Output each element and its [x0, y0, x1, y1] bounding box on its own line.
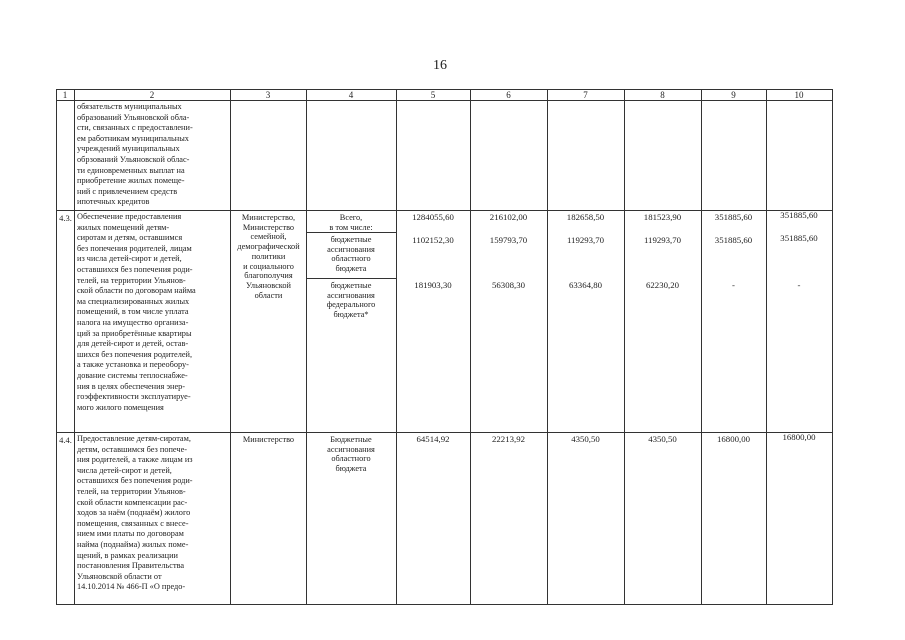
col-line [547, 89, 548, 605]
column-header: 1 [62, 90, 68, 100]
row-number: 4.3. [59, 213, 72, 223]
value-cell: 64514,92 [416, 434, 450, 444]
col-line [624, 89, 625, 605]
value-cell: 1102152,30 [412, 235, 454, 245]
column-header: 4 [348, 90, 354, 100]
executor-cell: Министерство [242, 435, 295, 444]
value-cell: 181523,90 [643, 212, 682, 222]
col-line [306, 89, 307, 605]
value-cell: 182658,50 [566, 212, 605, 222]
col-line [832, 89, 833, 605]
continuation-text: обязательств муниципальных образований Ульяновской обла- сти, связанных с предоставлени- ем работникам муниципальных учреждений муниципальных обрзований Ульяновской облас- ти единовременных выплат на приобретение жилых помеще- ний с привлечением средств ипотечных кредитов [77, 102, 193, 207]
col-line [230, 89, 231, 605]
value-cell: 351885,60 [714, 235, 753, 245]
value-cell: 119293,70 [643, 235, 682, 245]
program-table [56, 89, 833, 605]
value-cell: - [732, 280, 735, 290]
column-header: 8 [660, 90, 665, 100]
funding-source: бюджетные ассигнования областного бюджета [327, 235, 375, 274]
col-line [701, 89, 702, 605]
page-number: 16 [433, 58, 447, 73]
funding-source: бюджетные ассигнования федерального бюджета* [326, 281, 376, 320]
column-header: 9 [731, 90, 736, 100]
value-cell: - [797, 280, 801, 290]
col-line [74, 89, 75, 605]
value-cell: 16800,00 [782, 432, 816, 442]
value-cell: 62230,20 [646, 280, 679, 290]
column-header: 5 [430, 90, 436, 100]
row-number: 4.4. [59, 435, 72, 445]
column-header: 3 [265, 90, 271, 100]
col-line [766, 89, 767, 605]
column-header: 7 [583, 90, 588, 100]
funding-source: Всего, в том числе: [329, 213, 373, 232]
value-cell: 351885,60 [714, 212, 753, 222]
value-cell: 351885,60 [780, 210, 818, 220]
column-header: 6 [506, 90, 511, 100]
value-cell: 351885,60 [780, 233, 818, 243]
column-header: 2 [149, 90, 155, 100]
row-line [306, 278, 396, 279]
measure-description: Обеспечение предоставления жилых помещений детям- сиротам и детям, оставшимся без попечения родителей, лицам из числа детей-сирот и детей, оставшихся без попечения роди- телей, на территории Ульянов- ской области по договорам найма ма специализированных жилых помещений, в том числе уплата налога на имущество организа- ций за приобретённые квартиры для детей-сирот и детей, остав- шихся без попечения родителей, а также установка и переобору- дование системы теплоснабже- ния в целях обеспечения энер- гоэффективности эксплуатируе- мого жилого помещения [77, 212, 196, 412]
value-cell: 4350,50 [571, 434, 600, 444]
value-cell: 16800,00 [717, 434, 750, 444]
row-line [56, 210, 833, 211]
col-line [470, 89, 471, 605]
col-line [396, 89, 397, 605]
value-cell: 1284055,60 [412, 212, 454, 222]
funding-source: Бюджетные ассигнования областного бюджета [327, 435, 375, 474]
row-line [56, 604, 833, 605]
value-cell: 56308,30 [492, 280, 525, 290]
executor-cell: Министерство, Министерство семейной, демографической политики и социального благополучия Ульяновской области [237, 213, 300, 300]
value-cell: 159793,70 [489, 235, 528, 245]
value-cell: 119293,70 [566, 235, 605, 245]
col-line [56, 89, 57, 605]
value-cell: 216102,00 [489, 212, 528, 222]
value-cell: 63364,80 [569, 280, 602, 290]
column-header: 10 [794, 90, 804, 100]
value-cell: 4350,50 [648, 434, 677, 444]
measure-description: Предоставление детям-сиротам, детям, оставшимся без попече- ния родителей, а также лицам из числа детей-сирот и детей, оставшихся без попечения роди- телей, на территории Ульянов- ской области компенсации рас- ходов за наём (поднаём) жилого помещения, связанных с внесе- нием ими платы по договорам найма (поднайма) жилых поме- щений, в рамках реализации постановления Правительства Ульяновской области от 14.10.2014 № 466-П «О предо- [77, 434, 193, 592]
row-line [56, 100, 833, 101]
value-cell: 22213,92 [492, 434, 525, 444]
value-cell: 181903,30 [414, 280, 452, 290]
row-line [56, 432, 833, 433]
